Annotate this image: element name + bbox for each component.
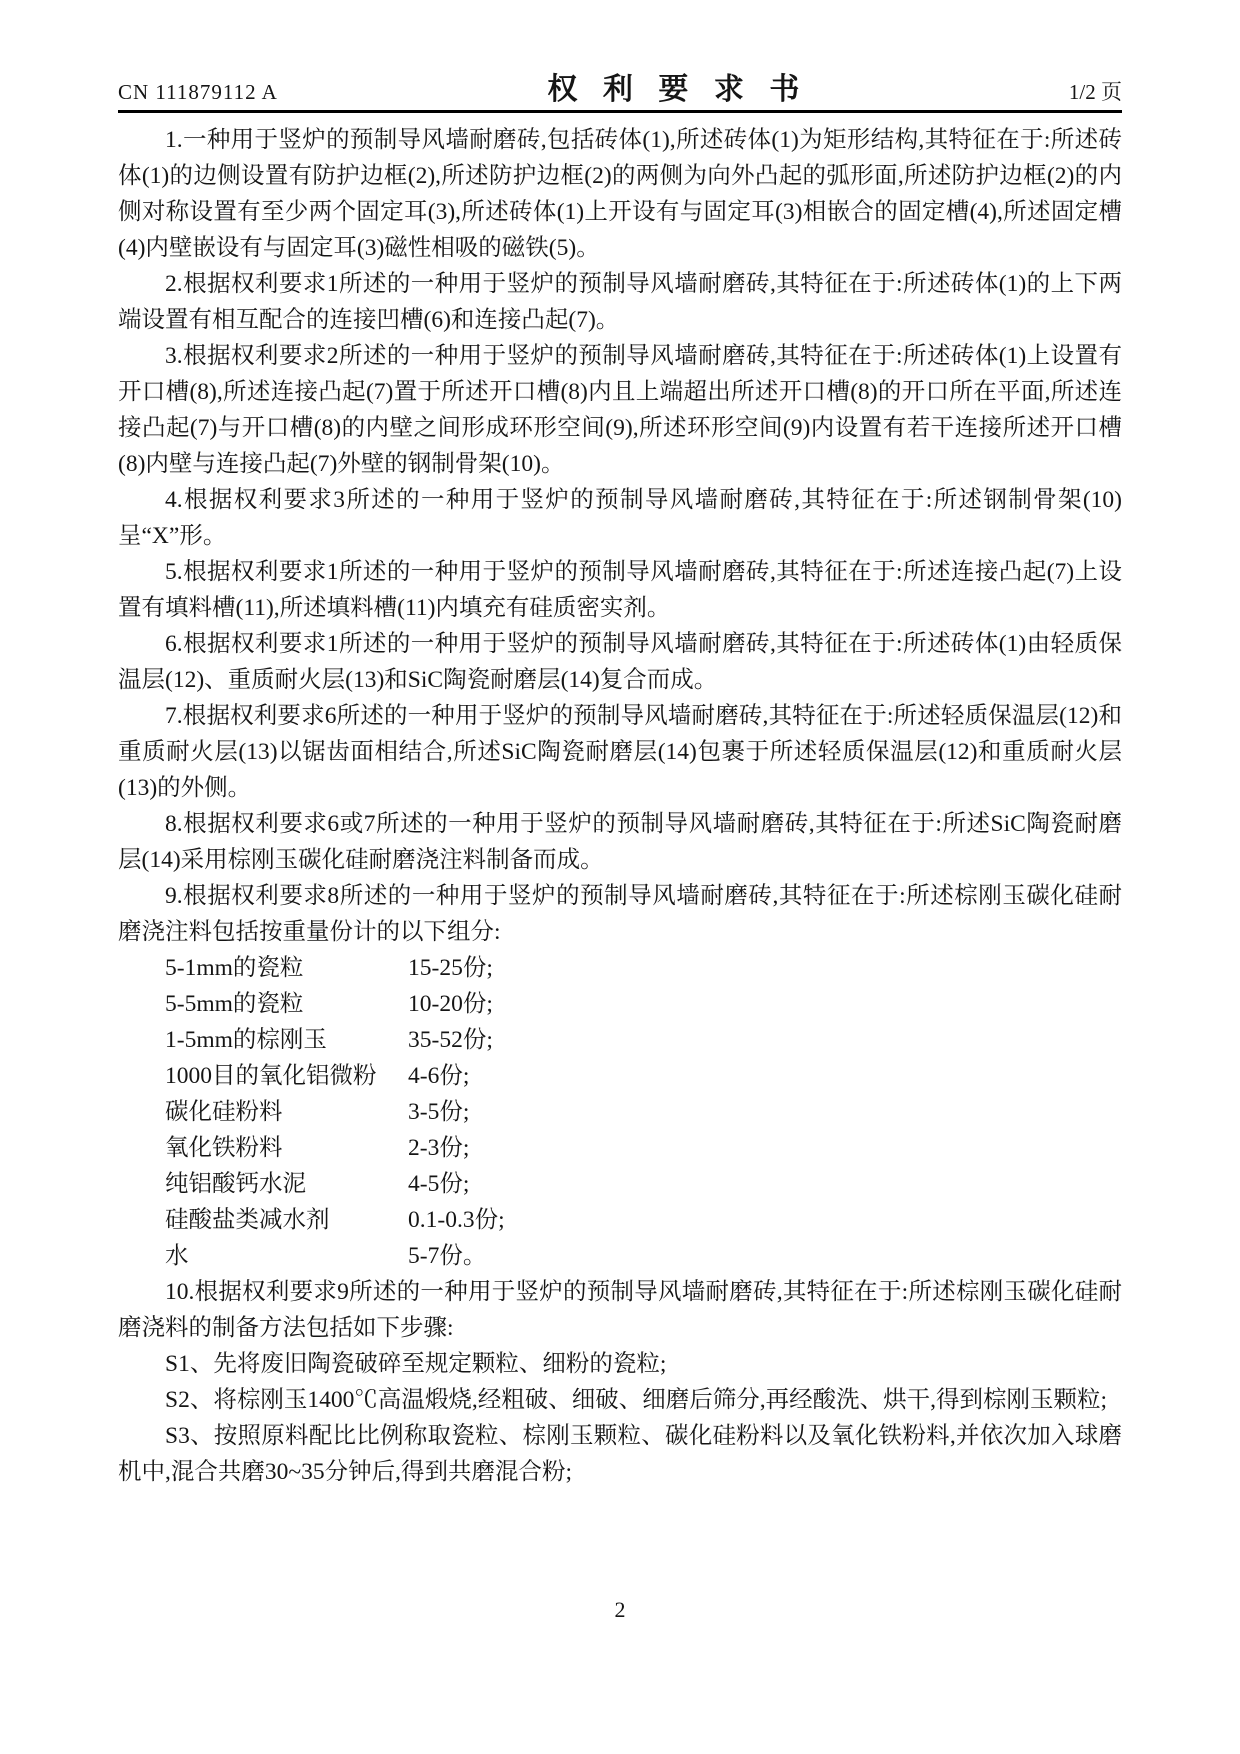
ingredient-name: 纯铝酸钙水泥 xyxy=(165,1171,306,1197)
ingredient-row-9 xyxy=(118,1238,1122,1274)
ingredient-amount: 4-6份; xyxy=(408,1063,470,1089)
page-footer xyxy=(0,1597,1240,1623)
ingredient-amount: 0.1-0.3份; xyxy=(408,1207,505,1233)
step-s1: S1、先将废旧陶瓷破碎至规定颗粒、细粉的瓷粒; xyxy=(165,1351,667,1377)
ingredient-row-8 xyxy=(118,1202,1122,1238)
claim-7: 7.根据权利要求6所述的一种用于竖炉的预制导风墙耐磨砖,其特征在于:所述轻质保温层(12)和重质耐火层(13)以锯齿面相结合,所述SiC陶瓷耐磨层(14)包裹于所述轻质保温层(12)和重质耐火层(13)的外侧。 xyxy=(118,703,1122,801)
ingredient-row-1 xyxy=(118,950,1122,986)
ingredient-row-5 xyxy=(118,1094,1122,1130)
ingredient-name: 氧化铁粉料 xyxy=(165,1135,283,1161)
ingredient-name: 水 xyxy=(165,1243,189,1269)
ingredient-name: 硅酸盐类减水剂 xyxy=(165,1207,330,1233)
page-indicator: 1/2 页 xyxy=(1068,80,1122,104)
ingredient-amount: 15-25份; xyxy=(408,955,493,981)
claim-10: 10.根据权利要求9所述的一种用于竖炉的预制导风墙耐磨砖,其特征在于:所述棕刚玉碳化硅耐磨浇料的制备方法包括如下步骤: xyxy=(118,1279,1122,1341)
document-number: CN 111879112 A xyxy=(118,80,278,104)
ingredient-name: 1000目的氧化铝微粉 xyxy=(165,1063,377,1089)
ingredient-name: 5-1mm的瓷粒 xyxy=(165,955,304,981)
step-s2: S2、将棕刚玉1400℃高温煅烧,经粗破、细破、细磨后筛分,再经酸洗、烘干,得到棕刚玉颗粒; xyxy=(165,1387,1107,1413)
claim-6: 6.根据权利要求1所述的一种用于竖炉的预制导风墙耐磨砖,其特征在于:所述砖体(1)由轻质保温层(12)、重质耐火层(13)和SiC陶瓷耐磨层(14)复合而成。 xyxy=(118,631,1122,693)
ingredient-name: 碳化硅粉料 xyxy=(165,1099,283,1125)
ingredient-row-3 xyxy=(118,1022,1122,1058)
step-s3: S3、按照原料配比比例称取瓷粒、棕刚玉颗粒、碳化硅粉料以及氧化铁粉料,并依次加入球磨机中,混合共磨30~35分钟后,得到共磨混合粉; xyxy=(118,1423,1122,1485)
claim-4: 4.根据权利要求3所述的一种用于竖炉的预制导风墙耐磨砖,其特征在于:所述钢制骨架(10)呈“X”形。 xyxy=(118,487,1122,549)
ingredient-name: 1-5mm的棕刚玉 xyxy=(165,1027,327,1053)
claim-5: 5.根据权利要求1所述的一种用于竖炉的预制导风墙耐磨砖,其特征在于:所述连接凸起(7)上设置有填料槽(11),所述填料槽(11)内填充有硅质密实剂。 xyxy=(118,559,1122,621)
ingredient-name: 5-5mm的瓷粒 xyxy=(165,991,304,1017)
ingredient-amount: 4-5份; xyxy=(408,1171,470,1197)
ingredient-row-7 xyxy=(118,1166,1122,1202)
claim-8: 8.根据权利要求6或7所述的一种用于竖炉的预制导风墙耐磨砖,其特征在于:所述SiC陶瓷耐磨层(14)采用棕刚玉碳化硅耐磨浇注料制备而成。 xyxy=(118,811,1122,873)
page-header xyxy=(118,64,1122,108)
ingredient-row-2 xyxy=(118,986,1122,1022)
claim-1: 1.一种用于竖炉的预制导风墙耐磨砖,包括砖体(1),所述砖体(1)为矩形结构,其特征在于:所述砖体(1)的边侧设置有防护边框(2),所述防护边框(2)的两侧为向外凸起的弧形面,所述防护边框(2)的内侧对称设置有至少两个固定耳(3),所述砖体(1)上开设有与固定耳(3)相嵌合的固定槽(4),所述固定槽(4)内壁嵌设有与固定耳(3)磁性相吸的磁铁(5)。 xyxy=(118,127,1122,261)
ingredient-amount: 3-5份; xyxy=(408,1099,470,1125)
header-divider xyxy=(118,110,1122,113)
claim-3: 3.根据权利要求2所述的一种用于竖炉的预制导风墙耐磨砖,其特征在于:所述砖体(1)上设置有开口槽(8),所述连接凸起(7)置于所述开口槽(8)内且上端超出所述开口槽(8)的开口所在平面,所述连接凸起(7)与开口槽(8)的内壁之间形成环形空间(9),所述环形空间(9)内设置有若干连接所述开口槽(8)内壁与连接凸起(7)外壁的钢制骨架(10)。 xyxy=(118,343,1122,477)
page-number: 2 xyxy=(614,1597,626,1622)
ingredients-list xyxy=(118,950,1122,1274)
ingredient-amount: 10-20份; xyxy=(408,991,493,1017)
ingredient-amount: 2-3份; xyxy=(408,1135,470,1161)
ingredient-row-6 xyxy=(118,1130,1122,1166)
claim-9: 9.根据权利要求8所述的一种用于竖炉的预制导风墙耐磨砖,其特征在于:所述棕刚玉碳化硅耐磨浇注料包括按重量份计的以下组分: xyxy=(118,883,1122,945)
claims-body xyxy=(118,122,1122,1490)
ingredient-row-4 xyxy=(118,1058,1122,1094)
ingredient-amount: 35-52份; xyxy=(408,1027,493,1053)
claim-2: 2.根据权利要求1所述的一种用于竖炉的预制导风墙耐磨砖,其特征在于:所述砖体(1)的上下两端设置有相互配合的连接凹槽(6)和连接凸起(7)。 xyxy=(118,271,1122,333)
page-title: 权利要求书 xyxy=(547,73,825,106)
ingredient-amount: 5-7份。 xyxy=(408,1243,487,1269)
